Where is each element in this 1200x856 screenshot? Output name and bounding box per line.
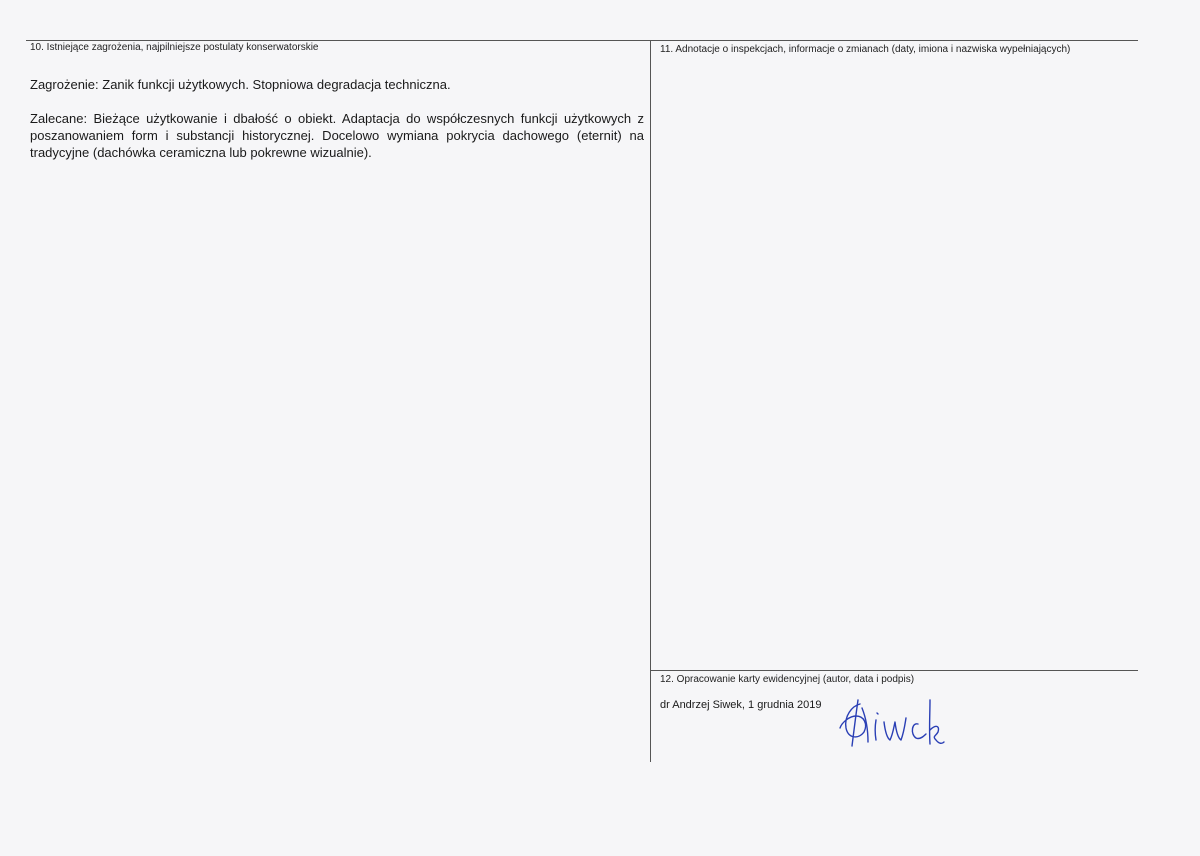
- threat-text: Zagrożenie: Zanik funkcji użytkowych. Stopniowa degradacja techniczna.: [30, 77, 451, 92]
- top-rule: [26, 40, 1138, 41]
- section-12-rule: [650, 670, 1138, 671]
- signature-image: [838, 694, 946, 750]
- section-11-label: 11. Adnotacje o inspekcjach, informacje o zmianach (daty, imiona i nazwiska wypełniających): [660, 44, 1071, 55]
- recommendation-text: Zalecane: Bieżące użytkowanie i dbałość o obiekt. Adaptacja do współczesnych funkcji użytkowych z poszanowaniem form i substancji historycznej. Docelowo wymiana pokrycia dachowego (eternit) na tradycyjne (dachówka ceramiczna lub pokrewne wizualnie).: [30, 111, 644, 160]
- section-10-label: 10. Istniejące zagrożenia, najpilniejsze postulaty konserwatorskie: [30, 42, 319, 53]
- section-12-label: 12. Opracowanie karty ewidencyjnej (autor, data i podpis): [660, 674, 915, 685]
- column-divider: [650, 40, 651, 762]
- author-line: dr Andrzej Siwek, 1 grudnia 2019: [660, 699, 822, 711]
